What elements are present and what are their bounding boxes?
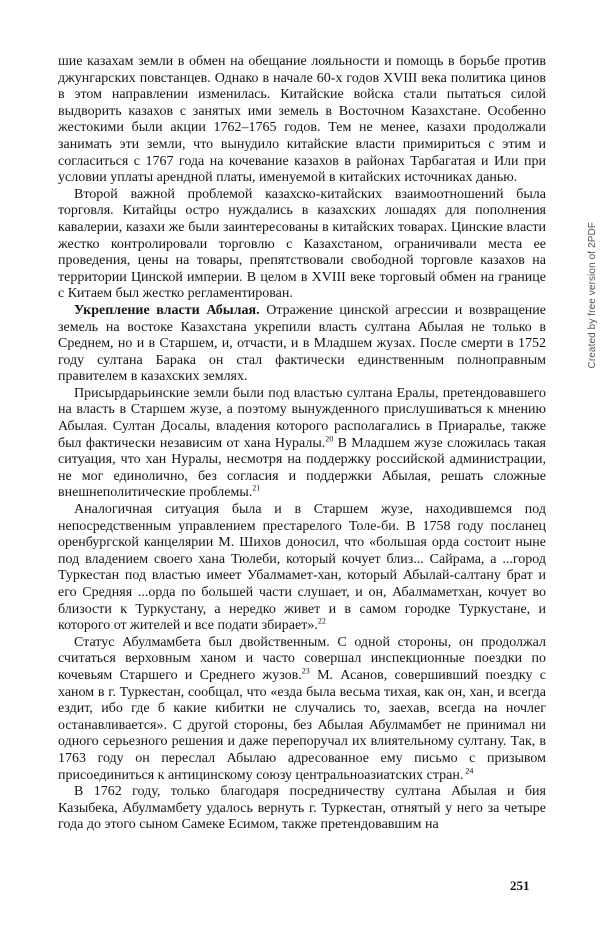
footnote-ref-22: 22 (317, 616, 326, 626)
paragraph-5 (58, 502, 546, 635)
footnote-ref-23: 23 (301, 666, 310, 676)
paragraph-6 (58, 635, 546, 784)
paragraph-6-text-b: М. Асанов, совершивший поездку с ханом в г. Туркестан, сообщал, что «езда была весьма тихая, как он, хан, и всегда ездит, ибо где б какие кибитки не случались то, заехав, всегда на ночлег останавливается». С другой стороны, без Абылая Абулмамбет не принимал ни одного серьезного решения и даже перепоручал их влиятельному султану. Так, в 1763 году он переслал Абылаю адресованное ему письмо с призывом присоединиться к антицинскому союзу центральноазиатских стран. (58, 667, 546, 783)
page-body (58, 54, 546, 834)
footnote-ref-20: 20 (325, 434, 334, 443)
paragraph-4-text-a: Присырдарьинские земли были под властью султана Ералы, претендовавшего на власть в Старшем жузе, а поэтому вынужденного прислушиваться к мнению Абылая. Султан Досалы, владения которого располагались в Приаралье, также был фактически независим от хана Нуралы. (58, 385, 546, 451)
watermark-text: Created by free version of 2PDF (587, 222, 598, 369)
section-heading: Укрепление власти Абылая. (74, 302, 260, 318)
paragraph-6-text-a: Статус Абулмамбета был двойственным. С одной стороны, он продолжал считаться верховным ханом и часто совершал инспекционные поездки по кочевьям Старшего и Среднего жузов. (58, 634, 546, 683)
paragraph-2: Второй важной проблемой казахско-китайских взаимоотношений была торговля. Китайцы остро нуждались в казахских лошадях для пополнения кавалерии, казахи же были заинтересованы в китайских товарах. Цинские власти жестко контролировали торговлю с Казахстаном, ограничивали места ее проведения, цены на товары, препятствовали свободной торговле казахов на территории Цинской империи. В целом в XVIII веке торговый обмен на границе с Китаем был жестко регламентирован. (58, 186, 546, 302)
page-number: 251 (510, 878, 530, 893)
paragraph-3 (58, 303, 546, 386)
paragraph-7: В 1762 году, только благодаря посредничеству султана Абылая и бия Казыбека, Абулмамбету удалось вернуть г. Туркестан, отнятый у него за четыре года до этого сыном Самеке Есимом, также претендовавшим на (58, 784, 546, 833)
footnote-ref-24: 24 (463, 765, 474, 775)
paragraph-1: шие казахам земли в обмен на обещание лояльности и помощь в борьбе против джунгарских повстанцев. Однако в начале 60-х годов XVIII века политика цинов в этом направлении изменилась. Китайские войска стали пытаться силой выдворить казахов с занятых ими земель в Восточном Казахстане. Особенно жестокими были акции 1762–1765 годов. Тем не менее, казахи продолжали занимать эти земли, что вынудило китайские власти примириться с этим и согласиться с 1767 года на кочевание казахов в районах Тарбагатая и Или при условии уплаты арендной платы, именуемой в китайских источниках данью. (58, 54, 546, 186)
paragraph-4 (58, 386, 546, 502)
paragraph-5-text: Аналогичная ситуация была и в Старшем жузе, находившемся под непосредственным управлением престарелого Толе-би. В 1758 году посланец оренбургской канцелярии М. Шихов доносил, что «большая орда состоит ныне под владением своего хана Тюлеби, который кочует близ... Сайрама, а ...город Туркестан под властью имеет Убалмамет-хан, который Абылай-салтану брат и его Средняя ...орда по большей части слушает, и он, Абалмаметхан, кочует во близости к Туркустану, а нередко живет и в самом городке Туркустане, и которого от жителей и все подати збирает». (58, 502, 546, 634)
paragraph-4-text-b: В Младшем жузе сложилась такая ситуация, что хан Нуралы, несмотря на поддержку российской администрации, не мог единолично, без согласия и поддержки Абылая, решать сложные внешнеполитические проблемы. (58, 435, 546, 501)
paragraph-3-text: Отражение цинской агрессии и возвращение земель на востоке Казахстана укрепили власть султана Абылая не только в Среднем, но и в Старшем, и, отчасти, и в Младшем жузах. После смерти в 1752 году султана Барака он стал фактически единственным полноправным правителем в казахских землях. (58, 302, 546, 385)
footnote-ref-21: 21 (252, 483, 261, 493)
